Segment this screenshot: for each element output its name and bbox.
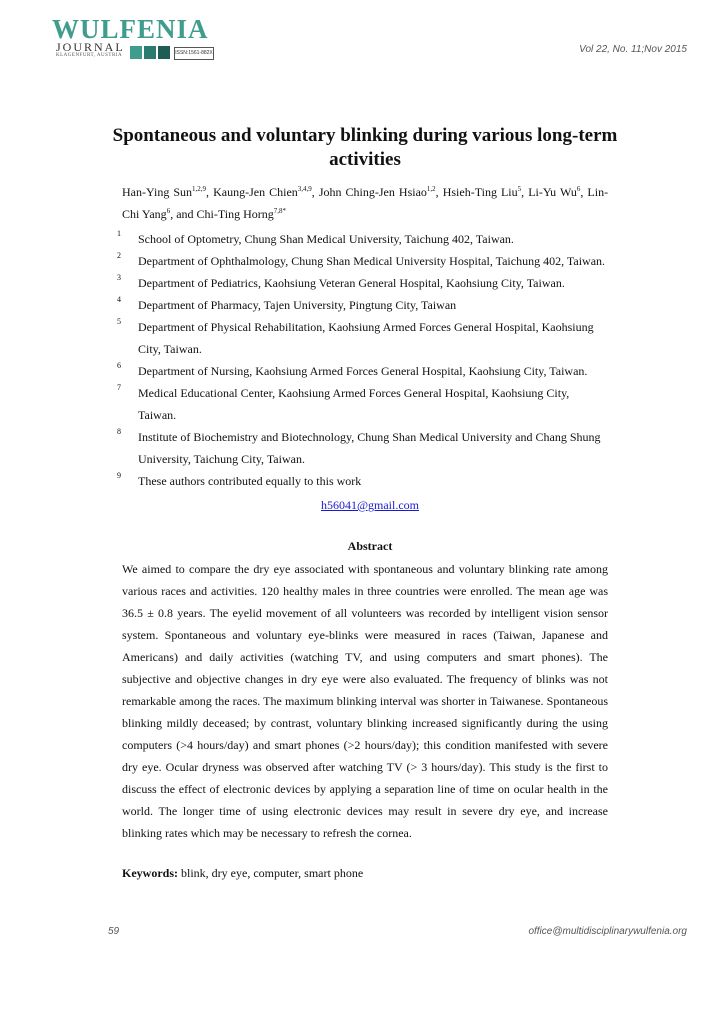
abstract-body: We aimed to compare the dry eye associated with spontaneous and voluntary blinking rate among various races and activities. 120 healthy males in three countries were enrolled. The mean age was 36.5 ± 0.8 years. The eyelid movement of all volunteers was recorded by intelligent vision sensor system. Spontaneous and voluntary eye-blinks were measured in races (Taiwan, Japanese and Americans) and daily activities (watching TV, and using computers and smart phones). The subjective and objective changes in dry eye were also evaluated. The frequency of blinks was not remarkable among the races. The maximum blinking interval was shorter in Taiwanese. Spontaneous blinking mildly deceased; by contrast, voluntary blinking increased significantly during the using computers (>4 hours/day) and smart phones (>2 hours/day); this condition manifested with severe dry eye. Ocular dryness was observed after watching TV (> 3 hours/day). This study is the first to discuss the effect of electronic devices by applying a separation line of time on ocular health in the world. The longer time of using electronic devices may result in severe dry eye, and increase blinking rates which may be necessary to refresh the cornea. xyxy=(122,562,608,840)
author-separator: , xyxy=(435,185,443,199)
footer-email: office@multidisciplinarywulfenia.org xyxy=(528,926,687,937)
author-name: Hsieh-Ting Liu xyxy=(442,185,518,199)
affiliation-number: 5 xyxy=(117,317,121,326)
author-name: John Ching-Jen Hsiao xyxy=(318,185,427,199)
logo-journal: JOURNAL xyxy=(56,40,125,54)
affiliation-text: Department of Pediatrics, Kaohsiung Veteran General Hospital, Kaohsiung City, Taiwan. xyxy=(138,276,565,290)
contact-email-link[interactable]: h56041@gmail.com xyxy=(320,498,420,512)
volume-info: Vol 22, No. 11;Nov 2015 xyxy=(579,44,687,55)
author-name: Li-Yu Wu xyxy=(528,185,577,199)
abstract-heading: Abstract xyxy=(347,539,393,553)
affiliation-text: School of Optometry, Chung Shan Medical University, Taichung 402, Taiwan. xyxy=(138,232,514,246)
author-separator: , xyxy=(580,185,588,199)
affiliation-text: Department of Physical Rehabilitation, Kaohsiung Armed Forces General Hospital, Kaohsiung City, Taiwan. xyxy=(138,320,594,356)
author-name: Kaung-Jen Chien xyxy=(213,185,298,199)
affiliation-item xyxy=(117,470,607,492)
affiliation-number: 3 xyxy=(117,273,121,282)
logo-name: WULFENIA xyxy=(52,14,209,44)
affiliation-item xyxy=(117,228,607,250)
affiliation-item xyxy=(117,382,607,426)
affiliation-number: 2 xyxy=(117,251,121,260)
keywords-label: Keywords: xyxy=(122,866,178,880)
affiliation-text: These authors contributed equally to this work xyxy=(138,474,362,488)
affiliation-list xyxy=(117,228,607,492)
logo-issn: ISSN:1561-882X xyxy=(174,47,214,60)
affiliation-text: Department of Ophthalmology, Chung Shan Medical University Hospital, Taichung 402, Taiwan. xyxy=(138,254,606,268)
affiliation-item xyxy=(117,250,607,272)
affiliation-item xyxy=(117,360,607,382)
author-name: Chi-Ting Horng xyxy=(196,207,274,221)
affiliation-number: 1 xyxy=(117,229,121,238)
author-affiliation-marker: 6 xyxy=(166,207,171,215)
logo-bar-icon xyxy=(158,46,170,59)
keywords xyxy=(122,862,608,884)
page-number: 59 xyxy=(108,926,120,937)
affiliation-number: 4 xyxy=(117,295,121,304)
affiliation-text: Medical Educational Center, Kaohsiung Armed Forces General Hospital, Kaohsiung City, Taiwan. xyxy=(138,386,570,422)
affiliation-item xyxy=(117,426,607,470)
logo-bar-icon xyxy=(130,46,142,59)
author-affiliation-marker: 6 xyxy=(576,185,581,193)
author-affiliation-marker: 1,2 xyxy=(426,185,436,193)
paper-title: Spontaneous and voluntary blinking during various long-term activities xyxy=(112,125,618,170)
author-affiliation-marker: 7,8* xyxy=(273,207,287,215)
affiliation-number: 8 xyxy=(117,427,121,436)
author-name: Lin-Chi Yang xyxy=(122,185,609,221)
affiliation-text: Department of Pharmacy, Tajen University, Pingtung City, Taiwan xyxy=(138,298,457,312)
affiliation-item xyxy=(117,272,607,294)
author-separator: , xyxy=(311,185,319,199)
author-separator: , xyxy=(206,185,214,199)
journal-logo xyxy=(52,14,222,68)
author-affiliation-marker: 1,2,9 xyxy=(192,185,207,193)
author-list xyxy=(122,181,608,225)
author-affiliation-marker: 3,4,9 xyxy=(297,185,312,193)
affiliation-number: 7 xyxy=(117,383,121,392)
author-separator: , and xyxy=(170,207,197,221)
affiliation-item xyxy=(117,294,607,316)
affiliation-item xyxy=(117,316,607,360)
author-separator: , xyxy=(521,185,529,199)
affiliation-text: Department of Nursing, Kaohsiung Armed Forces General Hospital, Kaohsiung City, Taiwan. xyxy=(138,364,588,378)
keywords-value: blink, dry eye, computer, smart phone xyxy=(178,866,364,880)
author-name: Han-Ying Sun xyxy=(122,185,193,199)
affiliation-number: 9 xyxy=(117,471,121,480)
affiliation-number: 6 xyxy=(117,361,121,370)
affiliation-text: Institute of Biochemistry and Biotechnology, Chung Shan Medical University and Chang Shung University, Taichung City, Taiwan. xyxy=(138,430,601,466)
author-affiliation-marker: 5 xyxy=(517,185,522,193)
logo-bar-icon xyxy=(144,46,156,59)
logo-place: KLAGENFURT, AUSTRIA xyxy=(56,53,123,58)
